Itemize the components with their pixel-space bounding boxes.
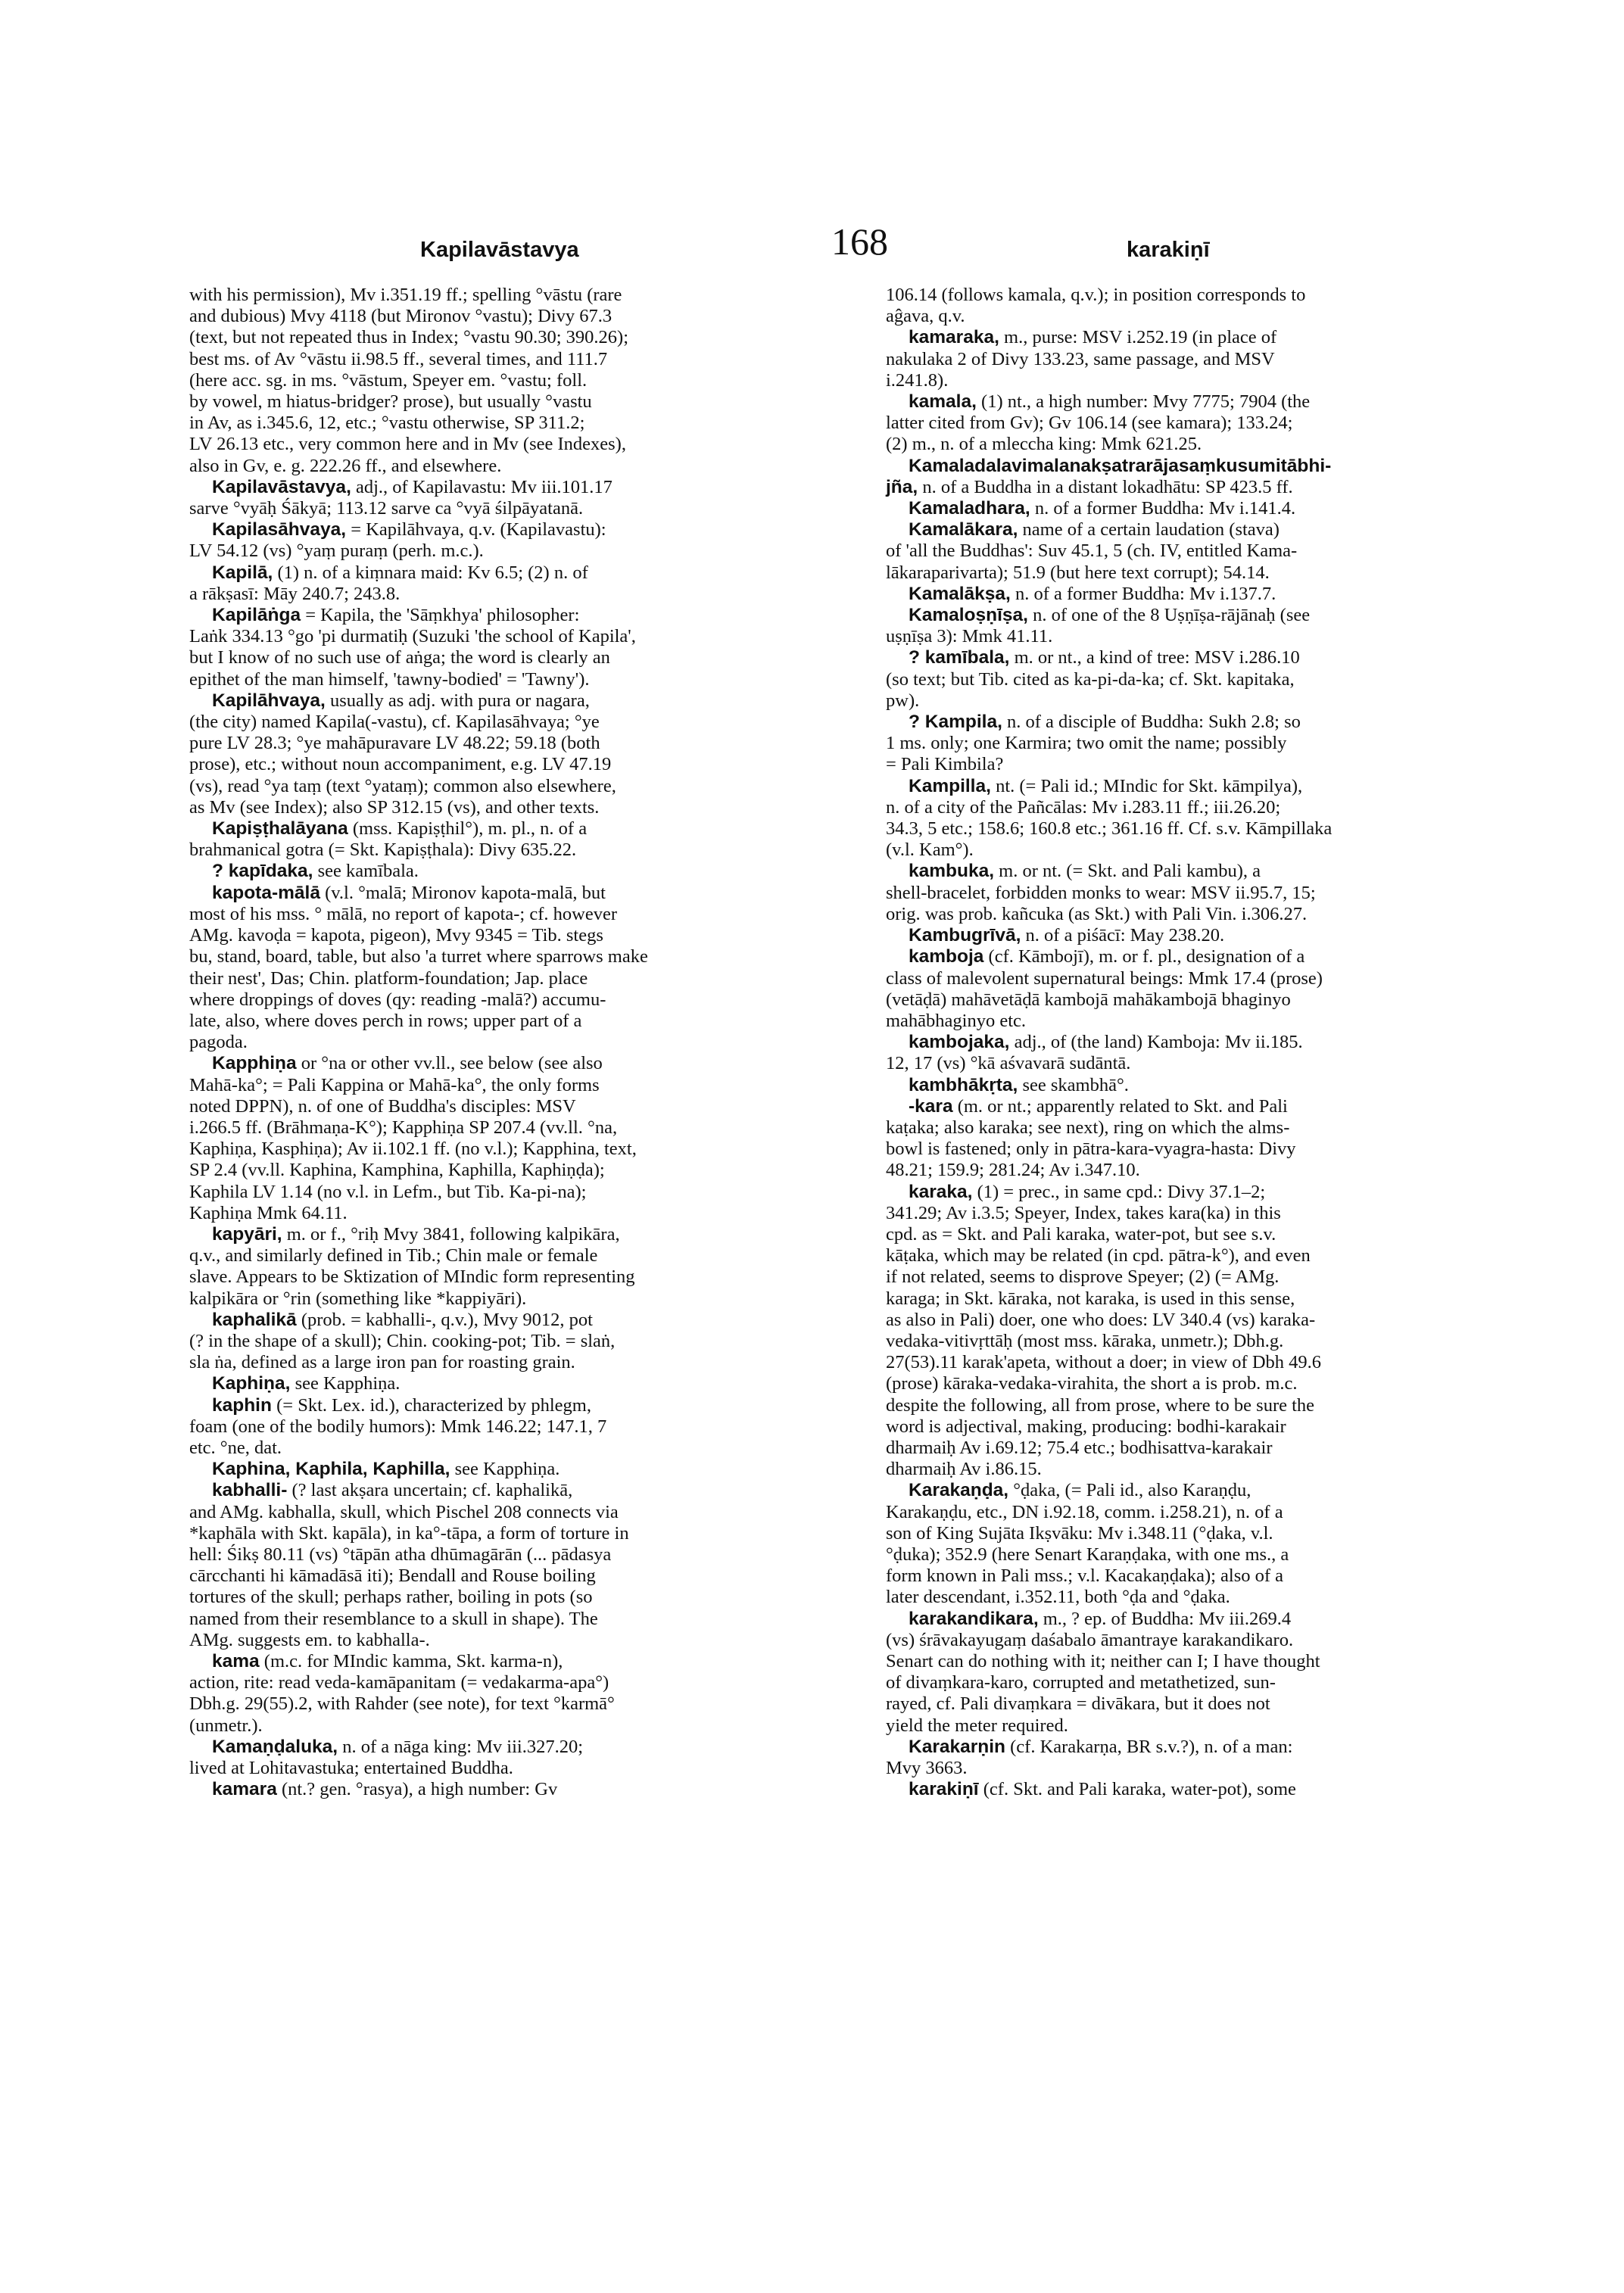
entry-text: (cf. Karakarṇa, BR s.v.?), n. of a man: Mvy 3663. bbox=[886, 1736, 1293, 1779]
entry-text: see Kapphiṇa. bbox=[450, 1459, 560, 1480]
entry-text: n. of a piśācī: May 238.20. bbox=[1021, 925, 1225, 946]
dictionary-entry bbox=[886, 925, 1522, 946]
dictionary-entry bbox=[189, 1459, 825, 1480]
dictionary-entry bbox=[189, 519, 825, 562]
entry-text: n. of a former Buddha: Mv i.141.4. bbox=[1030, 498, 1296, 519]
header-right-guideword: karakiṇī bbox=[1127, 238, 1210, 262]
dictionary-entry bbox=[189, 861, 825, 882]
entry-headword: Kampilla, bbox=[909, 775, 991, 796]
entry-headword: kambojaka, bbox=[909, 1032, 1010, 1053]
dictionary-entry bbox=[886, 391, 1522, 456]
entry-headword: Kapiṣṭhalāyana bbox=[212, 818, 348, 840]
entry-headword: Kamalākṣa, bbox=[909, 583, 1011, 604]
dictionary-entry bbox=[189, 818, 825, 861]
entry-headword: Kamaloṣṇīṣa, bbox=[909, 605, 1028, 626]
dictionary-entry bbox=[189, 1053, 825, 1224]
entry-text: °ḍaka, (= Pali id., also Karaṇḍu, Karakaṇḍu, etc., DN i.92.18, comm. i.258.21), n. of a son of King Sujāta Ikṣvāku: Mv i.348.11 (°ḍaka, v.l. °ḍuka); 352.9 (here Senart Karaṇḍaka, with one ms., a form known in Pali mss.; v.l. Kacakaṇḍaka); also of a later descendant, i.352.11, both °ḍa and °ḍaka. bbox=[886, 1480, 1289, 1608]
entry-text: n. of a nāga king: Mv iii.327.20; lived at Lohitavastuka; entertained Buddha. bbox=[189, 1736, 584, 1779]
entry-text: see Kapphiṇa. bbox=[290, 1373, 401, 1394]
dictionary-entry bbox=[886, 456, 1522, 498]
right-column bbox=[886, 285, 1522, 1800]
entry-headword: Kapilāhvaya, bbox=[212, 690, 326, 711]
entry-headword: kaphalikā bbox=[212, 1309, 297, 1330]
entry-headword: ? kapīdaka, bbox=[212, 861, 313, 882]
entry-text: (? last akṣara uncertain; cf. kaphalikā, and AMg. kabhalla, skull, which Pischel 208 connects via *kaphāla with Skt. kapāla), in ka°-tāpa, a form of torture in hell: Śikṣ 80.11 (vs) °tāpān atha dhūmagārān (... pādasya cārcchanti hi kāmadāsā iti); Bendall and Rouse boiling tortures of the skull; perhaps rather, boiling in pots (so named from their resemblance to a skull in shape). The AMg. suggests em. to kabhalla-. bbox=[189, 1480, 629, 1650]
header-left-guideword: Kapilavāstavya bbox=[420, 238, 579, 262]
entry-text: m. or nt., a kind of tree: MSV i.286.10 (so text; but Tib. cited as ka-pi-da-ka; cf. Skt. kapitaka, pw). bbox=[886, 647, 1300, 711]
entry-text: n. of a disciple of Buddha: Sukh 2.8; so 1 ms. only; one Karmira; two omit the name; possibly = Pali Kimbila? bbox=[886, 712, 1301, 775]
entry-text: m. or nt. (= Skt. and Pali kambu), a shell-bracelet, forbidden monks to wear: MSV ii.95.7, 15; orig. was prob. kañcuka (as Skt.) with Pali Vin. i.306.27. bbox=[886, 861, 1316, 924]
entry-text: (1) n. of a kiṃnara maid: Kv 6.5; (2) n. of a rākṣasī: Māy 240.7; 243.8. bbox=[189, 562, 588, 604]
entry-headword: ? kamībala, bbox=[909, 647, 1010, 668]
entry-headword: Kaphiṇa, bbox=[212, 1373, 291, 1394]
dictionary-entry bbox=[886, 1075, 1522, 1096]
entry-text: 106.14 (follows kamala, q.v.); in position corresponds to aĝava, q.v. bbox=[886, 285, 1306, 327]
dictionary-entry bbox=[886, 776, 1522, 861]
entry-text: n. of a former Buddha: Mv i.137.7. bbox=[1010, 583, 1276, 604]
entry-headword: karakiṇī bbox=[909, 1779, 979, 1800]
entry-headword: Kamaṇḍaluka, bbox=[212, 1736, 338, 1757]
entry-headword: karaka, bbox=[909, 1181, 973, 1202]
dictionary-entry bbox=[189, 1395, 825, 1460]
entry-headword: Kamaladhara, bbox=[909, 498, 1030, 519]
entry-text: adj., of (the land) Kamboja: Mv ii.185. 12, 17 (vs) °kā aśvavarā sudāntā. bbox=[886, 1032, 1303, 1074]
running-header bbox=[0, 220, 1624, 273]
dictionary-entry bbox=[189, 1737, 825, 1779]
entry-text: with his permission), Mv i.351.19 ff.; spelling °vāstu (rare and dubious) Mvy 4118 (but Mironov °vastu); Divy 67.3 (text, but not repeated thus in Index; °vastu 90.30; 390.26); best ms. of Av °vāstu ii.98.5 ff., several times, and 111.7 (here acc. sg. in ms. °vāstum, Speyer em. °vastu; foll. by vowel, m hiatus-bridger? prose), but usually °vastu in Av, as i.345.6, 12, etc.; °vastu otherwise, SP 311.2; LV 26.13 etc., very common here and in Mv (see Indexes), also in Gv, e. g. 222.26 ff., and elsewhere. bbox=[189, 285, 628, 476]
entry-text: (cf. Kāmbojī), m. or f. pl., designation of a class of malevolent supernatural beings: Mmk 17.4 (prose) (vetāḍā) mahāvetāḍā kambojā mahākambojā bhaginyo mahābhaginyo etc. bbox=[886, 946, 1323, 1031]
entry-text: nt. (= Pali id.; MIndic for Skt. kāmpilya), n. of a city of the Pañcālas: Mv i.283.11 ff.; iii.26.20; 34.3, 5 etc.; 158.6; 160.8 etc.; 361.16 ff. Cf. s.v. Kāmpillaka (v.l. Kam°). bbox=[886, 775, 1333, 861]
dictionary-entry bbox=[886, 1779, 1522, 1800]
dictionary-entry bbox=[886, 712, 1522, 776]
dictionary-entry bbox=[886, 285, 1522, 327]
entry-headword: Kamalākara, bbox=[909, 519, 1018, 541]
dictionary-entry bbox=[886, 647, 1522, 712]
entry-text: (1) nt., a high number: Mvy 7775; 7904 (the latter cited from Gv); Gv 106.14 (see kamara); 133.24; (2) m., n. of a mleccha king: Mmk 621.25. bbox=[886, 391, 1311, 455]
dictionary-entry bbox=[189, 690, 825, 818]
dictionary-entry bbox=[886, 1032, 1522, 1074]
entry-text: (mss. Kapiṣṭhil°), m. pl., n. of a brahmanical gotra (= Skt. Kapiṣṭhala): Divy 635.22. bbox=[189, 818, 588, 861]
entry-text: = Kapilāhvaya, q.v. (Kapilavastu): LV 54.12 (vs) °yaṃ puraṃ (perh. m.c.). bbox=[189, 519, 606, 562]
page-number: 168 bbox=[831, 220, 888, 263]
entry-text: (nt.? gen. °rasya), a high number: Gv bbox=[276, 1779, 558, 1800]
dictionary-entry bbox=[886, 498, 1522, 519]
entry-headword: kabhalli- bbox=[212, 1480, 288, 1501]
entry-headword: Kapilāṅga bbox=[212, 605, 301, 626]
entry-headword: kapota-mālā bbox=[212, 882, 320, 903]
entry-text: (v.l. °malā; Mironov kapota-malā, but most of his mss. ° mālā, no report of kapota-; cf. however AMg. kavoḍa = kapota, pigeon), Mvy 9345 = Tib. stegs bu, stand, board, table, but also 'a turret where sparrows make their nest', Das; Chin. platform-foundation; Jap. place where droppings of doves (qy: reading -malā?) accumu- late, also, where doves perch in rows; upper part of a pagoda. bbox=[189, 882, 648, 1053]
dictionary-entry bbox=[189, 1779, 825, 1800]
dictionary-entry bbox=[886, 1182, 1522, 1481]
entry-text: m. or f., °riḥ Mvy 3841, following kalpikāra, q.v., and similarly defined in Tib.; Chin male or female slave. Appears to be Sktization of MIndic form representing kalpikāra or °rin (something like *kappiyāri). bbox=[189, 1223, 635, 1309]
dictionary-entry bbox=[189, 562, 825, 605]
entry-headword: kapyāri, bbox=[212, 1223, 282, 1245]
entry-text: usually as adj. with pura or nagara, (the city) named Kapila(-vastu), cf. Kapilasāhvaya; °ye pure LV 28.3; °ye mahāpuravare LV 48.22; 59.18 (both prose), etc.; without noun accompaniment, e.g. LV 47.19 (vs), read °ya taṃ (text °yataṃ); common also elsewhere, as Mv (see Index); also SP 312.15 (vs), and other texts. bbox=[189, 690, 616, 818]
dictionary-entry bbox=[189, 477, 825, 519]
dictionary-entry bbox=[189, 1480, 825, 1651]
dictionary-entry bbox=[886, 584, 1522, 605]
entry-headword: Karakarṇin bbox=[909, 1736, 1006, 1757]
entry-text: (cf. Skt. and Pali karaka, water-pot), some bbox=[978, 1779, 1296, 1800]
entry-text: (1) = prec., in same cpd.: Divy 37.1–2; 341.29; Av i.3.5; Speyer, Index, takes kara(ka) in this cpd. as = Skt. and Pali karaka, water-pot, but see s.v. kāṭaka, which may be related (in cpd. pātra-k°), and even if not related, seems to disprove Speyer; (2) (= AMg. karaga; in Skt. kāraka, not karaka, is used in this sense, as also in Pali) doer, one who does: LV 340.4 (vs) karaka- vedaka-vitivṛttāḥ (most mss. kāraka, unmetr.); Dbh.g. 27(53).11 karak'apeta, without a doer; in view of Dbh 49.6 (prose) kāraka-vedaka-virahita, the short a is prob. m.c. despite the following, all from prose, where to be sure the word is adjectival, making, producing: bodhi-karakair dharmaiḥ Av i.69.12; 75.4 etc.; bodhisattva-karakair dharmaiḥ Av i.86.15. bbox=[886, 1181, 1322, 1480]
entry-headword: kamara bbox=[212, 1779, 277, 1800]
entry-text: (m. or nt.; apparently related to Skt. and Pali kaṭaka; also karaka; see next), ring on which the alms- bowl is fastened; only in pātra-kara-vyagra-hasta: Divy 48.21; 159.9; 281.24; Av i.347.10. bbox=[886, 1095, 1296, 1181]
dictionary-entry bbox=[886, 519, 1522, 584]
entry-headword: Kapilasāhvaya, bbox=[212, 519, 347, 541]
entry-text: m., purse: MSV i.252.19 (in place of nakulaka 2 of Divy 133.23, same passage, and MSV i.241.8). bbox=[886, 327, 1277, 391]
entry-headword: Kambugrīvā, bbox=[909, 925, 1021, 946]
entry-text: (m.c. for MIndic kamma, Skt. karma-n), action, rite: read veda-kamāpanitam (= vedakarma-apa°) Dbh.g. 29(55).2, with Rahder (see note), for text °karmā° (unmetr.). bbox=[189, 1651, 615, 1736]
dictionary-entry bbox=[189, 1373, 825, 1394]
dictionary-entry bbox=[886, 1096, 1522, 1182]
entry-headword: karakandikara, bbox=[909, 1608, 1039, 1629]
entry-text: n. of a Buddha in a distant lokadhātu: SP 423.5 ff. bbox=[918, 476, 1293, 497]
entry-text: or °na or other vv.ll., see below (see also Mahā-ka°; = Pali Kappina or Mahā-ka°, the only forms noted DPPN), n. of one of Buddha's disciples: MSV i.266.5 ff. (Brāhmaṇa-K°); Kapphiṇa SP 207.4 (vv.ll. °na, Kaphiṇa, Kasphiṇa); Av ii.102.1 ff. (no v.l.); Kapphina, text, SP 2.4 (vv.ll. Kaphina, Kamphina, Kaphilla, Kaphiṇḍa); Kaphila LV 1.14 (no v.l. in Lefm., but Tib. Ka-pi-na); Kaphiṇa Mmk 64.11. bbox=[189, 1053, 637, 1223]
dictionary-entry bbox=[189, 605, 825, 690]
entry-text: name of a certain laudation (stava) of 'all the Buddhas': Suv 45.1, 5 (ch. IV, entitled Kama- lākaraparivarta); 51.9 (but here text corrupt); 54.14. bbox=[886, 519, 1298, 583]
entry-headword: Kaphina, Kaphila, Kaphilla, bbox=[212, 1459, 450, 1480]
entry-headword: ? Kampila, bbox=[909, 712, 1002, 733]
dictionary-entry bbox=[886, 1480, 1522, 1608]
entry-text: (prob. = kabhalli-, q.v.), Mvy 9012, pot (? in the shape of a skull); Chin. cooking-pot; Tib. = slaṅ, sla ṅa, defined as a large iron pan for roasting grain. bbox=[189, 1309, 616, 1373]
entry-headword: kambhākṛta, bbox=[909, 1074, 1018, 1095]
dictionary-entry bbox=[886, 327, 1522, 391]
entry-headword: -kara bbox=[909, 1095, 953, 1117]
dictionary-entry bbox=[886, 861, 1522, 925]
entry-headword: kamala, bbox=[909, 391, 977, 413]
entry-headword: Kapilā, bbox=[212, 562, 273, 583]
dictionary-entry bbox=[189, 1651, 825, 1737]
entry-text: (= Skt. Lex. id.), characterized by phlegm, foam (one of the bodily humors): Mmk 146.22; 147.1, 7 etc. °ne, dat. bbox=[189, 1394, 607, 1458]
left-column bbox=[189, 285, 825, 1800]
entry-text: n. of one of the 8 Uṣṇīṣa-rājānaḥ (see uṣṇīṣa 3): Mmk 41.11. bbox=[886, 605, 1311, 647]
dictionary-entry bbox=[886, 1737, 1522, 1779]
dictionary-entry bbox=[886, 605, 1522, 647]
dictionary-entry bbox=[886, 1609, 1522, 1737]
entry-headword: Karakaṇḍa, bbox=[909, 1480, 1009, 1501]
dictionary-entry bbox=[189, 1224, 825, 1310]
entry-headword: kamboja bbox=[909, 946, 984, 967]
entry-headword: Kamaladalavimalanakṣatrarājasaṃkusumitābhi- jña, bbox=[886, 455, 1332, 497]
entry-text: see kamībala. bbox=[313, 861, 419, 882]
entry-headword: Kapphiṇa bbox=[212, 1053, 297, 1074]
entry-text: m., ? ep. of Buddha: Mv iii.269.4 (vs) śrāvakayugaṃ daśabalo āmantraye karakandikaro. Senart can do nothing with it; neither can I; I have thought of divaṃkara-karo, corrupted and metathetized, sun- rayed, cf. Pali divaṃkara = divākara, but it does not yield the meter required. bbox=[886, 1608, 1320, 1736]
entry-headword: Kapilavāstavya, bbox=[212, 476, 351, 497]
dictionary-entry bbox=[886, 946, 1522, 1032]
entry-headword: kambuka, bbox=[909, 861, 995, 882]
entry-headword: kama bbox=[212, 1651, 260, 1671]
entry-text: = Kapila, the 'Sāṃkhya' philosopher: Laṅk 334.13 °go 'pi durmatiḥ (Suzuki 'the school of Kapila', but I know of no such use of aṅga; the word is clearly an epithet of the man himself, 'tawny-bodied' = 'Tawny'). bbox=[189, 605, 636, 690]
dictionary-entry bbox=[189, 883, 825, 1054]
dictionary-entry bbox=[189, 1310, 825, 1374]
entry-text: adj., of Kapilavastu: Mv iii.101.17 sarve °vyāḥ Śākyā; 113.12 sarve ca °vyā śilpāyatanā. bbox=[189, 476, 613, 519]
entry-headword: kamaraka, bbox=[909, 327, 999, 348]
entry-text: see skambhā°. bbox=[1018, 1074, 1129, 1095]
dictionary-entry bbox=[189, 285, 825, 477]
entry-headword: kaphin bbox=[212, 1394, 272, 1416]
